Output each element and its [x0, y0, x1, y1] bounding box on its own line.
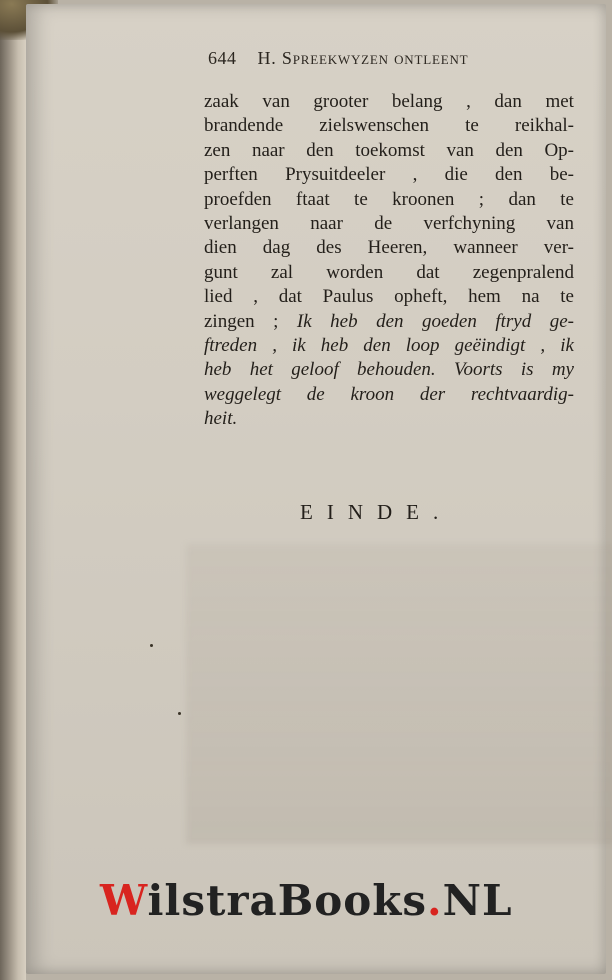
running-title: H. Spreekwyzen ontleent: [257, 48, 469, 68]
word: verlangen: [204, 212, 279, 234]
word: reikhal-: [514, 115, 574, 137]
word: ver-: [543, 237, 574, 259]
word: van: [446, 139, 474, 161]
word: dan: [508, 188, 536, 210]
word: de: [374, 212, 393, 234]
text-line: [204, 334, 574, 358]
word: Voorts: [453, 359, 503, 381]
word: is: [520, 359, 534, 381]
text-line: [204, 236, 574, 260]
word: proefden: [204, 188, 272, 210]
word: heit.: [204, 408, 238, 430]
word: den: [495, 164, 523, 186]
text-line: [204, 310, 574, 334]
word: te: [465, 115, 479, 137]
word: belang: [391, 91, 443, 112]
word: zielswenschen: [319, 115, 429, 137]
word: verfchyning: [423, 212, 516, 234]
text-line: [204, 358, 574, 382]
word: Prysuitdeeler: [285, 164, 386, 186]
word: hem: [468, 286, 501, 308]
word: Paulus: [322, 286, 374, 308]
word: zingen: [204, 310, 255, 332]
word: ,: [272, 334, 277, 356]
word: ;: [478, 188, 485, 210]
watermark-suffix: NL: [442, 876, 513, 925]
word: gunt: [204, 261, 238, 283]
word: toekomst: [355, 139, 425, 161]
word: naar: [310, 212, 343, 234]
word: worden: [326, 261, 384, 283]
text-line: [204, 90, 574, 114]
text-line: [204, 407, 574, 431]
word: zen: [204, 139, 231, 161]
word: ;: [273, 310, 279, 332]
word: ,: [412, 164, 418, 186]
text-line: [204, 285, 574, 309]
word: ftaat: [295, 188, 330, 210]
word: te: [354, 188, 368, 210]
word: brandende: [204, 115, 284, 137]
page-number: 644: [208, 48, 237, 68]
word: heb: [320, 334, 349, 356]
word: na: [521, 286, 540, 308]
word: heb: [204, 359, 232, 381]
ink-speck: [178, 712, 181, 715]
watermark-middle: ilstraBooks: [147, 876, 428, 925]
word: dat: [416, 261, 440, 283]
word: weggelegt: [204, 383, 282, 405]
word: geloof: [291, 359, 339, 381]
word: ge-: [549, 310, 574, 332]
word: van: [546, 212, 574, 234]
word: goeden: [422, 310, 477, 332]
watermark-first-letter: W: [100, 876, 148, 925]
text-line: [204, 163, 574, 187]
word: rechtvaardig-: [470, 383, 574, 405]
word: opheft,: [394, 286, 448, 308]
text-line: [204, 188, 574, 212]
word: kroonen: [392, 188, 455, 210]
word: ik: [292, 334, 306, 356]
watermark-logo: [100, 876, 513, 925]
word: kroon: [350, 383, 395, 405]
running-header: [208, 48, 538, 69]
word: dag: [262, 237, 291, 259]
closing-word: EINDE.: [300, 500, 453, 524]
word: wanneer: [453, 237, 518, 259]
text-line: [204, 114, 574, 138]
word: dat: [278, 286, 302, 308]
word: zegenpralend: [472, 261, 574, 283]
word: naar: [251, 139, 285, 161]
word: der: [419, 383, 446, 405]
word: van: [262, 91, 290, 112]
book-spine: [0, 0, 26, 980]
word: de: [306, 383, 325, 405]
word: den: [495, 139, 523, 161]
word: ik: [560, 334, 574, 356]
word: den: [376, 310, 404, 332]
text-line: [204, 261, 574, 285]
text-line: [204, 383, 574, 407]
word: ,: [540, 334, 546, 356]
body-text: [204, 90, 574, 431]
word: ,: [253, 286, 258, 308]
word: lied: [204, 286, 233, 308]
ink-speck: [150, 644, 153, 647]
word: behouden.: [357, 359, 436, 381]
word: zaak: [204, 91, 239, 112]
word: be-: [549, 164, 574, 186]
show-through-text: [186, 544, 612, 844]
word: dien: [204, 237, 237, 259]
word: den: [306, 139, 334, 161]
word: Op-: [544, 139, 574, 161]
word: Ik: [296, 310, 312, 332]
word: ftryd: [495, 310, 532, 332]
word: my: [551, 359, 574, 381]
word: grooter: [313, 91, 369, 112]
word: te: [560, 286, 574, 308]
word: ftreden: [204, 334, 258, 356]
word: perften: [204, 164, 258, 186]
word: het: [249, 359, 273, 381]
word: heb: [330, 310, 358, 332]
text-line: [204, 212, 574, 236]
word: loop: [405, 334, 440, 356]
word: die: [444, 164, 468, 186]
word: zal: [270, 261, 294, 283]
word: des: [316, 237, 342, 259]
text-line: [204, 139, 574, 163]
word: den: [363, 334, 391, 356]
word: Heeren,: [367, 237, 428, 259]
word: dan: [494, 91, 522, 112]
word: te: [560, 188, 574, 210]
word: ,: [466, 91, 471, 112]
watermark-dot: .: [427, 876, 443, 925]
word: geëindigt: [454, 334, 526, 356]
word: met: [545, 91, 574, 112]
